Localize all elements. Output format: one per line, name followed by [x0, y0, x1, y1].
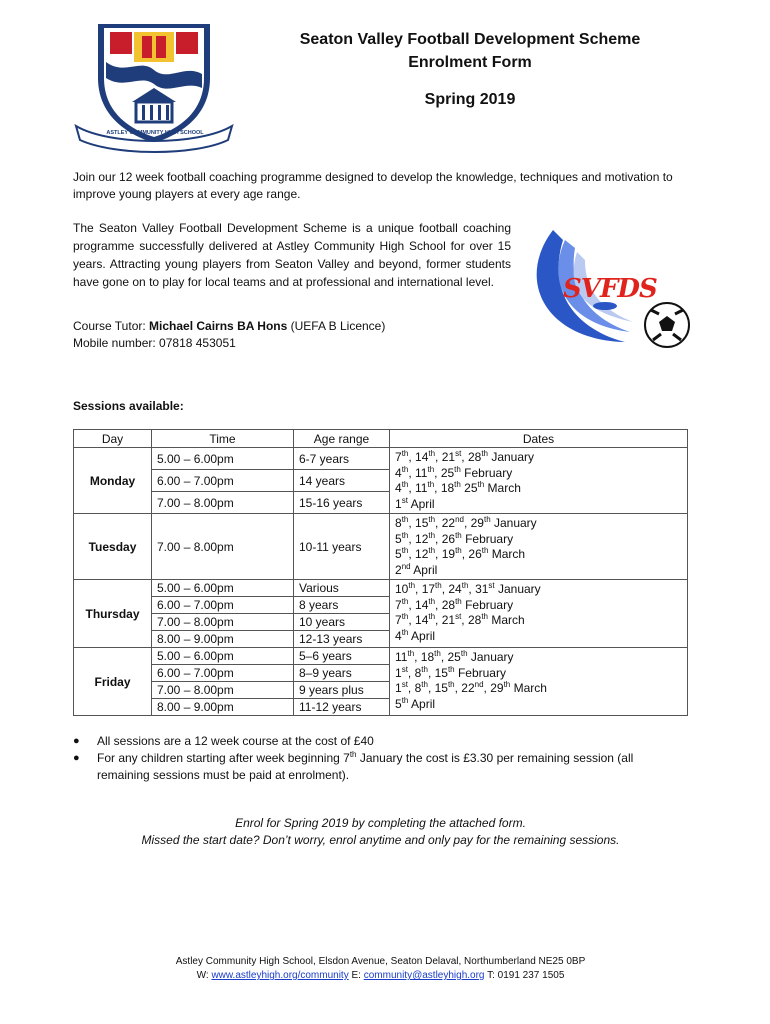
- date-line: 7th, 14th, 21st, 28th March: [395, 612, 525, 627]
- age-cell: 12-13 years: [294, 631, 390, 648]
- time-cell: 6.00 – 7.00pm: [152, 470, 294, 492]
- date-line: 5th April: [395, 695, 436, 711]
- tutor-line: Course Tutor: Michael Cairns BA Hons (UEFA B Licence): [73, 319, 386, 333]
- header-time: Time: [152, 430, 294, 448]
- footer-contact: W: www.astleyhigh.org/community E: community@astleyhigh.org T: 0191 237 1505: [196, 970, 565, 981]
- dates-cell: [390, 580, 688, 648]
- dates-cell: [390, 514, 688, 580]
- date-line: 5th, 12th, 26th February: [395, 530, 514, 546]
- description-text: The Seaton Valley Football Development Scheme is a unique football coaching programme successfully delivered at Astley Community High School for over 15 years. Attracting young players from Seaton Valley and beyond, former students have gone on to play for local teams and at professional and international level.: [73, 221, 511, 289]
- sessions-heading: Sessions available:: [73, 399, 184, 413]
- email-link[interactable]: community@astleyhigh.org: [363, 970, 485, 981]
- footer: [73, 955, 688, 983]
- table-header-row: [74, 430, 688, 448]
- date-line: 7th, 14th, 28th February: [395, 596, 514, 612]
- dates-cell: [390, 448, 688, 514]
- date-line: 1st April: [395, 495, 435, 511]
- table-row: [74, 448, 688, 470]
- time-cell: 7.00 – 8.00pm: [152, 614, 294, 631]
- day-cell: Friday: [74, 648, 152, 716]
- svfds-logo-text: SVFDS: [563, 274, 657, 304]
- crest-ribbon-text: ASTLEY COMMUNITY HIGH SCHOOL: [106, 130, 204, 136]
- date-line: 4th, 11th, 25th February: [395, 464, 513, 480]
- age-cell: 10 years: [294, 614, 390, 631]
- footer-address: Astley Community High School, Elsdon Avenue, Seaton Delaval, Northumberland NE25 0BP: [175, 956, 586, 967]
- age-cell: 6-7 years: [294, 448, 390, 470]
- time-cell: 7.00 – 8.00pm: [152, 682, 294, 699]
- sessions-table: [73, 429, 688, 716]
- dates-cell: [390, 648, 688, 716]
- time-cell: 5.00 – 6.00pm: [152, 648, 294, 665]
- date-line: 5th, 12th, 19th, 26th March: [395, 546, 526, 561]
- mobile-number: 07818 453051: [159, 336, 236, 350]
- table-row: [74, 514, 688, 580]
- age-cell: 8 years: [294, 597, 390, 614]
- age-cell: 10-11 years: [294, 514, 390, 580]
- age-cell: 5–6 years: [294, 648, 390, 665]
- website-link[interactable]: www.astleyhigh.org/community: [211, 970, 349, 981]
- page-header: [255, 28, 685, 109]
- time-cell: 5.00 – 6.00pm: [152, 580, 294, 597]
- title-line1: Seaton Valley Football Development Scheme: [299, 31, 641, 48]
- table-row: [74, 648, 688, 665]
- time-cell: 6.00 – 7.00pm: [152, 597, 294, 614]
- age-cell: Various: [294, 580, 390, 597]
- date-line: 10th, 17th, 24th, 31st January: [395, 581, 541, 596]
- time-cell: 8.00 – 9.00pm: [152, 631, 294, 648]
- date-line: 1st, 8th, 15th February: [395, 664, 506, 680]
- tutor-info: [73, 318, 511, 352]
- mobile-line: Mobile number: 07818 453051: [73, 336, 236, 350]
- date-line: 7th, 14th, 21st, 28th January: [395, 449, 535, 464]
- tutor-name: Michael Cairns BA Hons: [149, 319, 288, 333]
- date-line: 2nd April: [395, 561, 438, 577]
- day-cell: Thursday: [74, 580, 152, 648]
- date-line: 8th, 15th, 22nd, 29th January: [395, 515, 537, 530]
- date-line: 1st, 8th, 15th, 22nd, 29th March: [395, 680, 547, 695]
- title-line2: Enrolment Form: [408, 54, 532, 71]
- day-cell: Tuesday: [74, 514, 152, 580]
- list-item: ● For any children starting after week beginning 7th January the cost is £3.30 per remaining session (all remaining sessions must be paid at enrolment).: [73, 750, 634, 782]
- enrol-line2: Missed the start date? Don’t worry, enrol anytime and only pay for the remaining sessions.: [141, 833, 620, 847]
- list-item: ● All sessions are a 12 week course at the cost of £40: [73, 734, 374, 748]
- intro-text: Join our 12 week football coaching programme designed to develop the knowledge, techniques and motivation to improve young players at every age range.: [73, 170, 673, 201]
- age-cell: 9 years plus: [294, 682, 390, 699]
- svfds-logo: [525, 210, 695, 360]
- enrol-note: [73, 815, 688, 849]
- time-cell: 6.00 – 7.00pm: [152, 665, 294, 682]
- table-row: [74, 580, 688, 597]
- age-cell: 8–9 years: [294, 665, 390, 682]
- date-line: 11th, 18th, 25th January: [395, 649, 514, 664]
- age-cell: 15-16 years: [294, 492, 390, 514]
- time-cell: 7.00 – 8.00pm: [152, 514, 294, 580]
- header-age: Age range: [294, 430, 390, 448]
- date-line: 4th April: [395, 627, 436, 643]
- enrol-line1: Enrol for Spring 2019 by completing the attached form.: [235, 816, 526, 830]
- age-cell: 14 years: [294, 470, 390, 492]
- age-cell: 11-12 years: [294, 699, 390, 716]
- day-cell: Monday: [74, 448, 152, 514]
- time-cell: 8.00 – 9.00pm: [152, 699, 294, 716]
- time-cell: 5.00 – 6.00pm: [152, 448, 294, 470]
- time-cell: 7.00 – 8.00pm: [152, 492, 294, 514]
- term-title: Spring 2019: [424, 91, 516, 108]
- header-dates: Dates: [390, 430, 688, 448]
- bullet-list: [73, 733, 688, 784]
- school-crest: [70, 18, 240, 158]
- date-line: 4th, 11th, 18th 25th March: [395, 480, 521, 495]
- header-day: Day: [74, 430, 152, 448]
